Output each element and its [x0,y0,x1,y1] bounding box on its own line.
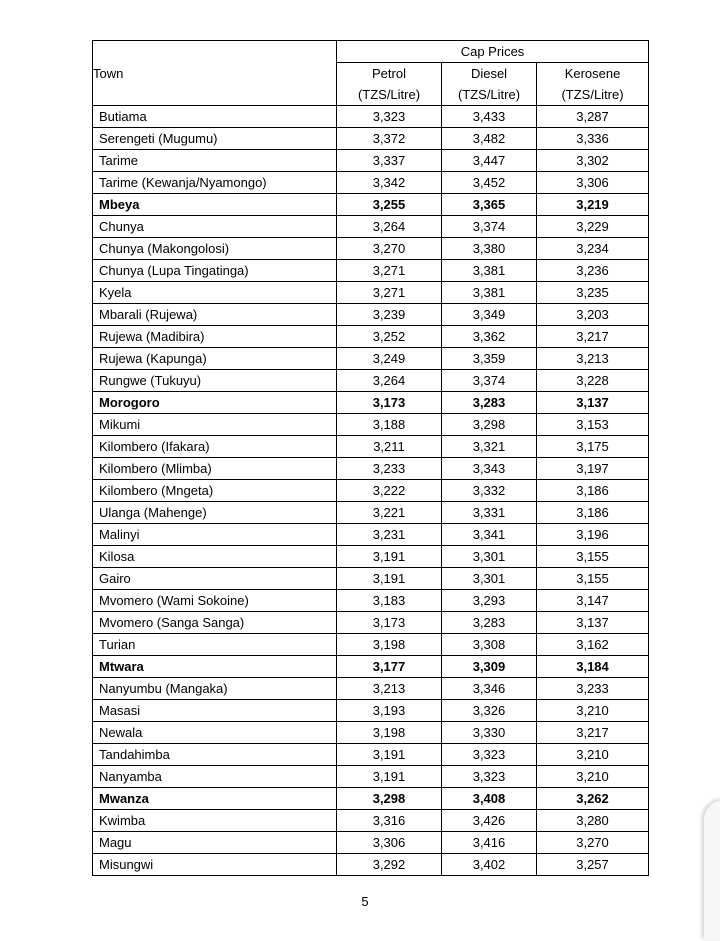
petrol-price-cell: 3,270 [337,238,442,260]
town-cell: Rujewa (Madibira) [93,326,337,348]
diesel-price-cell: 3,380 [442,238,537,260]
town-cell: Misungwi [93,854,337,876]
petrol-price-cell: 3,183 [337,590,442,612]
petrol-price-cell: 3,191 [337,744,442,766]
petrol-price-cell: 3,271 [337,282,442,304]
petrol-price-cell: 3,191 [337,546,442,568]
diesel-price-cell: 3,321 [442,436,537,458]
kerosene-price-cell: 3,228 [537,370,649,392]
kerosene-price-cell: 3,236 [537,260,649,282]
table-row [93,282,649,304]
kerosene-price-cell: 3,217 [537,326,649,348]
petrol-header-name: Petrol [372,66,406,81]
petrol-price-cell: 3,342 [337,172,442,194]
kerosene-price-cell: 3,270 [537,832,649,854]
petrol-price-cell: 3,264 [337,216,442,238]
petrol-price-cell: 3,213 [337,678,442,700]
petrol-price-cell: 3,337 [337,150,442,172]
table-row [93,810,649,832]
table-row [93,788,649,810]
petrol-price-cell: 3,252 [337,326,442,348]
town-cell: Masasi [93,700,337,722]
table-row [93,414,649,436]
diesel-price-cell: 3,426 [442,810,537,832]
page-edge-curl [704,800,720,940]
kerosene-price-cell: 3,234 [537,238,649,260]
town-cell: Morogoro [93,392,337,414]
kerosene-price-cell: 3,219 [537,194,649,216]
diesel-price-cell: 3,365 [442,194,537,216]
petrol-price-cell: 3,255 [337,194,442,216]
town-cell: Kyela [93,282,337,304]
table-row [93,656,649,678]
diesel-price-cell: 3,408 [442,788,537,810]
town-cell: Tandahimba [93,744,337,766]
town-cell: Newala [93,722,337,744]
petrol-price-cell: 3,231 [337,524,442,546]
kerosene-price-cell: 3,210 [537,766,649,788]
town-cell: Malinyi [93,524,337,546]
diesel-price-cell: 3,349 [442,304,537,326]
table-row [93,612,649,634]
table-row [93,744,649,766]
town-cell: Mbeya [93,194,337,216]
town-cell: Kwimba [93,810,337,832]
diesel-price-cell: 3,416 [442,832,537,854]
diesel-price-cell: 3,381 [442,282,537,304]
table-row [93,700,649,722]
diesel-price-cell: 3,374 [442,370,537,392]
town-cell: Mikumi [93,414,337,436]
town-cell: Gairo [93,568,337,590]
petrol-price-cell: 3,191 [337,568,442,590]
diesel-header-name: Diesel [470,66,508,81]
table-row [93,590,649,612]
diesel-price-cell: 3,447 [442,150,537,172]
petrol-price-cell: 3,191 [337,766,442,788]
town-cell: Kilombero (Mlimba) [93,458,337,480]
town-cell: Chunya [93,216,337,238]
kerosene-header-name: Kerosene [564,66,621,81]
petrol-price-cell: 3,372 [337,128,442,150]
petrol-price-cell: 3,271 [337,260,442,282]
table-row [93,832,649,854]
table-row [93,502,649,524]
petrol-price-cell: 3,292 [337,854,442,876]
table-row [93,194,649,216]
petrol-price-cell: 3,239 [337,304,442,326]
petrol-price-cell: 3,198 [337,722,442,744]
diesel-price-cell: 3,402 [442,854,537,876]
kerosene-price-cell: 3,257 [537,854,649,876]
diesel-price-cell: 3,283 [442,612,537,634]
town-cell: Mtwara [93,656,337,678]
table-row [93,546,649,568]
kerosene-price-cell: 3,203 [537,304,649,326]
kerosene-price-cell: 3,280 [537,810,649,832]
table-row [93,480,649,502]
kerosene-column-header [537,63,649,106]
diesel-price-cell: 3,482 [442,128,537,150]
petrol-price-cell: 3,193 [337,700,442,722]
town-cell: Nanyumbu (Mangaka) [93,678,337,700]
diesel-price-cell: 3,341 [442,524,537,546]
kerosene-price-cell: 3,233 [537,678,649,700]
petrol-price-cell: 3,316 [337,810,442,832]
table-row [93,722,649,744]
kerosene-price-cell: 3,213 [537,348,649,370]
kerosene-price-cell: 3,137 [537,392,649,414]
table-row [93,216,649,238]
petrol-price-cell: 3,188 [337,414,442,436]
kerosene-price-cell: 3,197 [537,458,649,480]
table-row [93,260,649,282]
diesel-column-header [442,63,537,106]
kerosene-price-cell: 3,162 [537,634,649,656]
town-cell: Butiama [93,106,337,128]
petrol-price-cell: 3,177 [337,656,442,678]
diesel-price-cell: 3,343 [442,458,537,480]
diesel-header-unit: (TZS/Litre) [457,87,521,102]
diesel-price-cell: 3,359 [442,348,537,370]
petrol-price-cell: 3,264 [337,370,442,392]
town-cell: Serengeti (Mugumu) [93,128,337,150]
kerosene-price-cell: 3,235 [537,282,649,304]
kerosene-price-cell: 3,186 [537,502,649,524]
kerosene-price-cell: 3,229 [537,216,649,238]
cap-prices-table [92,40,649,876]
town-cell: Mvomero (Sanga Sanga) [93,612,337,634]
table-row [93,128,649,150]
table-row [93,238,649,260]
town-cell: Mvomero (Wami Sokoine) [93,590,337,612]
diesel-price-cell: 3,323 [442,766,537,788]
kerosene-price-cell: 3,155 [537,546,649,568]
diesel-price-cell: 3,374 [442,216,537,238]
town-cell: Turian [93,634,337,656]
table-row [93,568,649,590]
table-row [93,678,649,700]
kerosene-price-cell: 3,210 [537,700,649,722]
table-row [93,436,649,458]
town-cell: Kilombero (Mngeta) [93,480,337,502]
table-row [93,348,649,370]
kerosene-price-cell: 3,287 [537,106,649,128]
town-cell: Tarime [93,150,337,172]
table-row [93,854,649,876]
table-row [93,150,649,172]
table-row [93,106,649,128]
table-row [93,392,649,414]
town-cell: Rungwe (Tukuyu) [93,370,337,392]
town-cell: Chunya (Makongolosi) [93,238,337,260]
petrol-price-cell: 3,221 [337,502,442,524]
petrol-price-cell: 3,323 [337,106,442,128]
petrol-price-cell: 3,211 [337,436,442,458]
town-column-header: Town [93,41,337,106]
petrol-price-cell: 3,306 [337,832,442,854]
petrol-header-unit: (TZS/Litre) [357,87,421,102]
town-cell: Rujewa (Kapunga) [93,348,337,370]
town-cell: Ulanga (Mahenge) [93,502,337,524]
diesel-price-cell: 3,293 [442,590,537,612]
kerosene-header-unit: (TZS/Litre) [561,87,624,102]
diesel-price-cell: 3,323 [442,744,537,766]
town-cell: Mwanza [93,788,337,810]
diesel-price-cell: 3,301 [442,546,537,568]
kerosene-price-cell: 3,336 [537,128,649,150]
diesel-price-cell: 3,330 [442,722,537,744]
petrol-price-cell: 3,298 [337,788,442,810]
kerosene-price-cell: 3,210 [537,744,649,766]
table-row [93,172,649,194]
diesel-price-cell: 3,301 [442,568,537,590]
petrol-price-cell: 3,249 [337,348,442,370]
table-row [93,766,649,788]
petrol-price-cell: 3,198 [337,634,442,656]
table-row [93,304,649,326]
kerosene-price-cell: 3,137 [537,612,649,634]
kerosene-price-cell: 3,217 [537,722,649,744]
diesel-price-cell: 3,298 [442,414,537,436]
diesel-price-cell: 3,331 [442,502,537,524]
town-cell: Magu [93,832,337,854]
table-row [93,370,649,392]
kerosene-price-cell: 3,186 [537,480,649,502]
town-cell: Tarime (Kewanja/Nyamongo) [93,172,337,194]
petrol-price-cell: 3,233 [337,458,442,480]
petrol-price-cell: 3,173 [337,612,442,634]
kerosene-price-cell: 3,306 [537,172,649,194]
table-row [93,326,649,348]
kerosene-price-cell: 3,196 [537,524,649,546]
kerosene-price-cell: 3,155 [537,568,649,590]
table-row [93,634,649,656]
diesel-price-cell: 3,308 [442,634,537,656]
diesel-price-cell: 3,433 [442,106,537,128]
kerosene-price-cell: 3,175 [537,436,649,458]
town-cell: Kilosa [93,546,337,568]
table-row [93,458,649,480]
diesel-price-cell: 3,326 [442,700,537,722]
cap-prices-group-header: Cap Prices [337,41,649,63]
petrol-column-header [337,63,442,106]
diesel-price-cell: 3,362 [442,326,537,348]
town-cell: Nanyamba [93,766,337,788]
diesel-price-cell: 3,346 [442,678,537,700]
diesel-price-cell: 3,283 [442,392,537,414]
town-cell: Mbarali (Rujewa) [93,304,337,326]
kerosene-price-cell: 3,147 [537,590,649,612]
town-cell: Kilombero (Ifakara) [93,436,337,458]
town-cell: Chunya (Lupa Tingatinga) [93,260,337,282]
table-row [93,524,649,546]
page-number: 5 [361,894,369,909]
kerosene-price-cell: 3,153 [537,414,649,436]
petrol-price-cell: 3,173 [337,392,442,414]
kerosene-price-cell: 3,262 [537,788,649,810]
kerosene-price-cell: 3,302 [537,150,649,172]
kerosene-price-cell: 3,184 [537,656,649,678]
diesel-price-cell: 3,381 [442,260,537,282]
petrol-price-cell: 3,222 [337,480,442,502]
price-rows [93,106,649,876]
diesel-price-cell: 3,452 [442,172,537,194]
diesel-price-cell: 3,309 [442,656,537,678]
diesel-price-cell: 3,332 [442,480,537,502]
